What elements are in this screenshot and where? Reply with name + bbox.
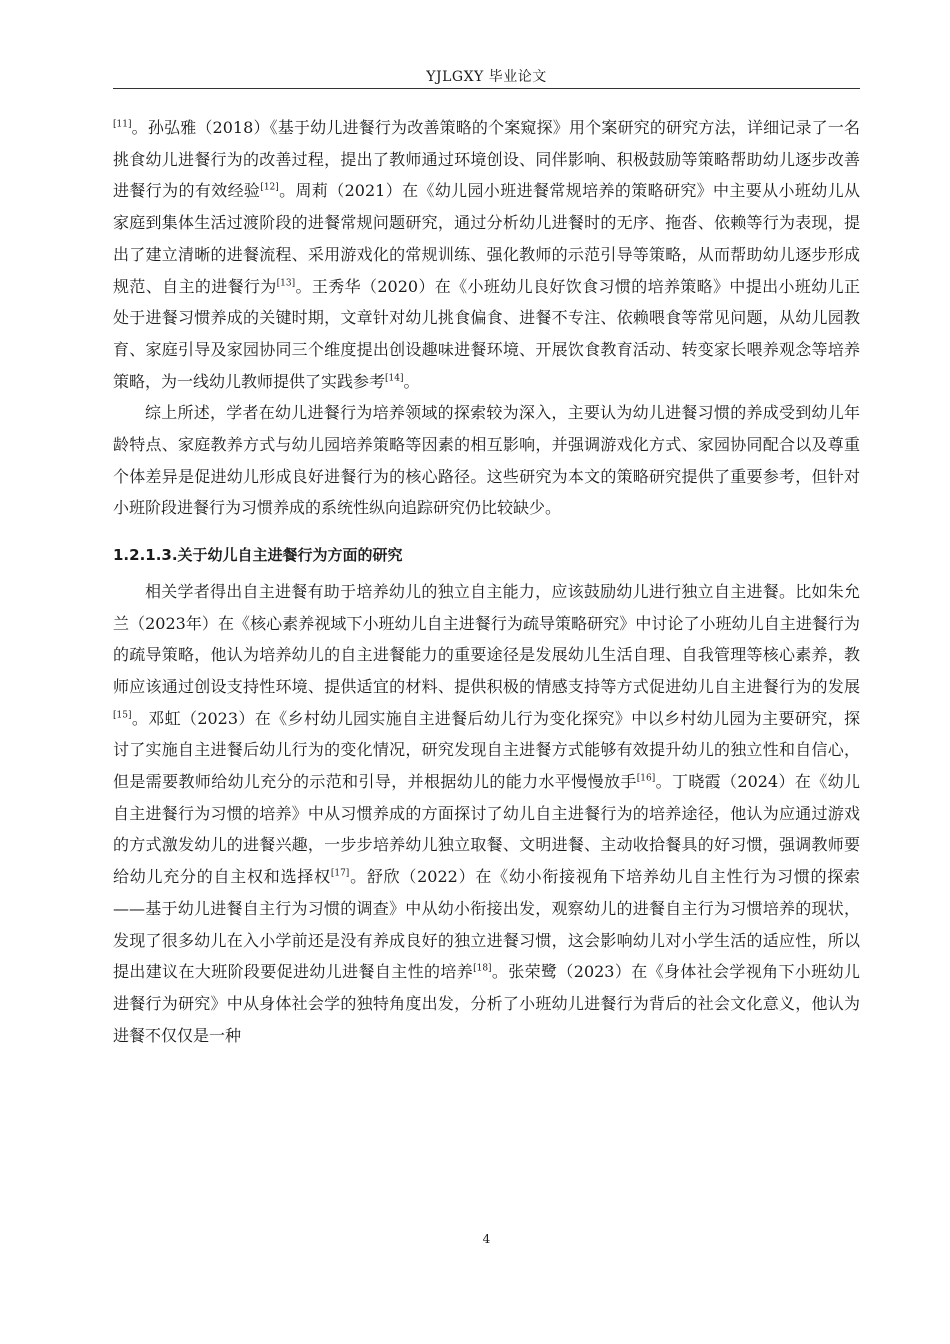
body-text [113, 112, 860, 1051]
citation-marker: [13] [276, 278, 296, 289]
page-number: 4 [482, 1232, 491, 1246]
citation-marker: [11] [113, 119, 132, 130]
paragraph-3: 相关学者得出自主进餐有助于培养幼儿的独立自主能力，应该鼓励幼儿进行独立自主进餐。比如朱允兰（2023年）在《核心素养视域下小班幼儿自主进餐行为疏导策略研究》中讨论了小班幼儿自主进餐行为的疏导策略，他认为培养幼儿的自主进餐能力的重要途径是发展幼儿生活自理、自我管理等核心素养，教师应该通过创设支持性环境、提供适宜的材料、提供积极的情感支持等方式促进幼儿自主进餐行为的发展[15]。邓虹（2023）在《乡村幼儿园实施自主进餐后幼儿行为变化探究》中以乡村幼儿园为主要研究，探讨了实施自主进餐后幼儿行为的变化情况，研究发现自主进餐方式能够有效提升幼儿的独立性和自信心，但是需要教师给幼儿充分的示范和引导，并根据幼儿的能力水平慢慢放手[16]。丁晓霞（2024）在《幼儿自主进餐行为习惯的培养》中从习惯养成的方面探讨了幼儿自主进餐行为的培养途径，他认为应通过游戏的方式激发幼儿的进餐兴趣，一步步培养幼儿独立取餐、文明进餐、主动收拾餐具的好习惯，强调教师要给幼儿充分的自主权和选择权[17]。舒欣（2022）在《幼小衔接视角下培养幼儿自主性行为习惯的探索——基于幼儿进餐自主行为习惯的调查》中从幼小衔接出发，观察幼儿的进餐自主行为习惯培养的现状，发现了很多幼儿在入小学前还是没有养成良好的独立进餐习惯，这会影响幼儿对小学生活的适应性，所以提出建议在大班阶段要促进幼儿进餐自主性的培养[18]。张荣鹭（2023）在《身体社会学视角下小班幼儿进餐行为研究》中从身体社会学的独特角度出发，分析了小班幼儿进餐行为背后的社会文化意义，他认为进餐不仅仅是一种 [113, 581, 860, 1045]
citation-marker: [12] [260, 183, 279, 194]
citation-marker: [14] [385, 373, 404, 384]
paragraph-1: [11]。孙弘雅（2018）《基于幼儿进餐行为改善策略的个案窥探》用个案研究的研究方法，详细记录了一名挑食幼儿进餐行为的改善过程，提出了教师通过环境创设、同伴影响、积极鼓励等策略帮助幼儿逐步改善进餐行为的有效经验[12]。周莉（2021）在《幼儿园小班进餐常规培养的策略研究》中主要从小班幼儿从家庭到集体生活过渡阶段的进餐常规问题研究，通过分析幼儿进餐时的无序、拖沓、依赖等行为表现，提出了建立清晰的进餐流程、采用游戏化的常规训练、强化教师的示范引导等策略，从而帮助幼儿逐步形成规范、自主的进餐行为[13]。王秀华（2020）在《小班幼儿良好饮食习惯的培养策略》中提出小班幼儿正处于进餐习惯养成的关键时期，文章针对幼儿挑食偏食、进餐不专注、依赖喂食等常见问题，从幼儿园教育、家庭引导及家园协同三个维度提出创设趣味进餐环境、开展饮食教育活动、转变家长喂养观念等培养策略，为一线幼儿教师提供了实践参考[14]。 [113, 118, 860, 391]
header-rule [113, 88, 860, 89]
citation-marker: [18] [473, 963, 492, 974]
citation-marker: [16] [636, 773, 656, 784]
section-heading: 1.2.1.3.关于幼儿自主进餐行为方面的研究 [113, 546, 403, 565]
paragraph-2: 综上所述，学者在幼儿进餐行为培养领域的探索较为深入，主要认为幼儿进餐习惯的养成受到幼儿年龄特点、家庭教养方式与幼儿园培养策略等因素的相互影响，并强调游戏化方式、家园协同配合以及尊重个体差异是促进幼儿形成良好进餐行为的核心路径。这些研究为本文的策略研究提供了重要参考，但针对小班阶段进餐行为习惯养成的系统性纵向追踪研究仍比较缺少。 [113, 403, 860, 518]
page-header: YJLGXY 毕业论文 [426, 69, 547, 85]
citation-marker: [15] [113, 710, 132, 721]
citation-marker: [17] [330, 868, 350, 879]
